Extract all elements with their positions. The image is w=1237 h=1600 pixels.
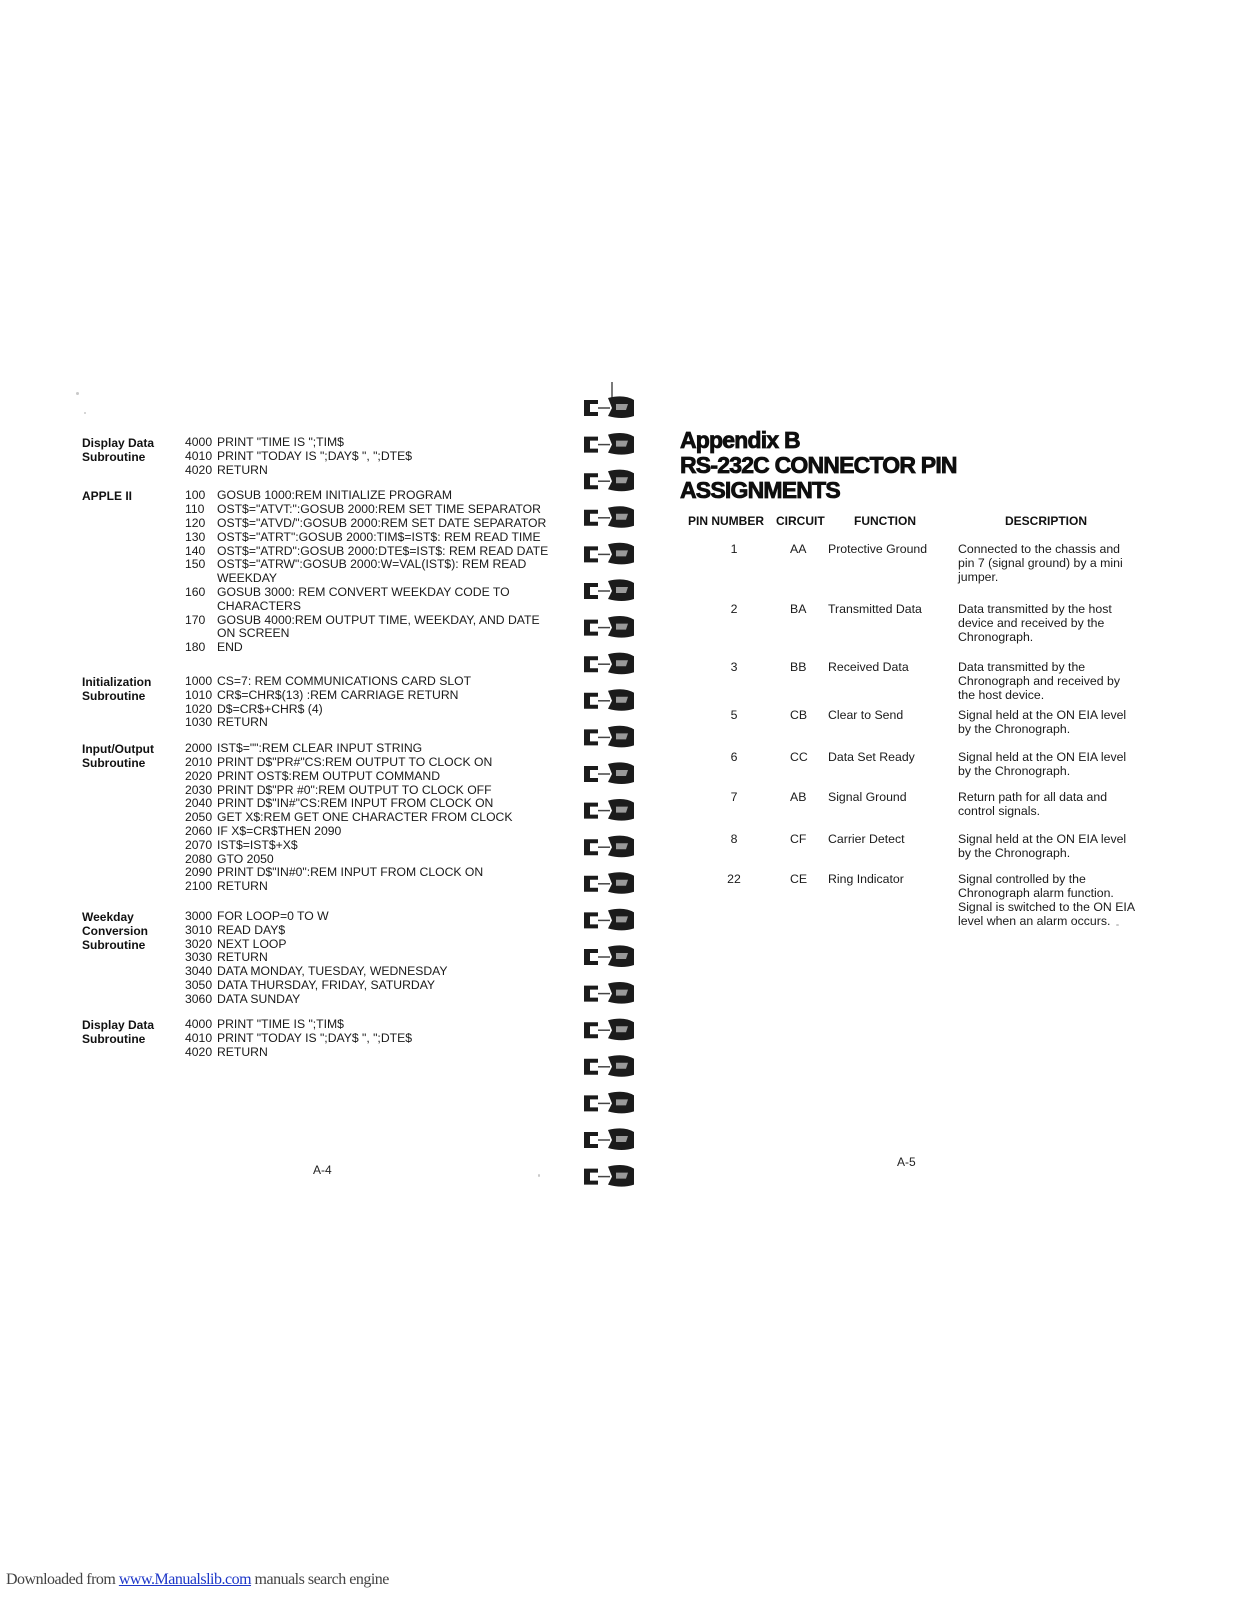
line-number: 4010: [185, 448, 213, 463]
pin-number-cell: 5: [730, 708, 738, 722]
line-number: 4020: [185, 1045, 213, 1060]
code-line: [185, 531, 558, 545]
line-number: 4000: [185, 1017, 213, 1032]
code-line: [185, 558, 558, 572]
code-section: [78, 675, 558, 730]
pin-number-cell: 7: [730, 790, 738, 804]
line-number: 1000: [185, 673, 213, 688]
code-line: [185, 450, 558, 464]
footer-prefix: Downloaded from: [6, 1571, 119, 1588]
line-number: 160: [185, 584, 206, 599]
circuit-cell: AA: [790, 542, 807, 556]
section-label-line: Input/Output: [82, 742, 154, 757]
line-code: PRINT D$"PR #0":REM OUTPUT TO CLOCK OFF: [217, 782, 492, 797]
description-cell: Signal held at the ON EIA level by the Chronograph.: [958, 750, 1127, 778]
binding-ring: [584, 616, 634, 638]
code-line: [185, 993, 558, 1007]
line-number: 3000: [185, 908, 213, 923]
binding-ring: [584, 470, 634, 492]
line-code: RETURN: [217, 715, 268, 730]
line-code: ON SCREEN: [217, 626, 290, 641]
function-cell: Signal Ground: [828, 790, 907, 804]
line-number: 2030: [185, 782, 213, 797]
line-number: 2000: [185, 741, 213, 756]
binding-ring: [584, 799, 634, 821]
section-label-line: Subroutine: [82, 450, 146, 464]
code-line: [185, 880, 558, 894]
pin-number-cell: 2: [730, 602, 738, 616]
line-code: PRINT "TODAY IS ";DAY$ ", ";DTE$: [217, 448, 412, 463]
line-code: OST$="ATRD":GOSUB 2000:DTE$=IST$: REM READ DATE: [217, 543, 549, 558]
code-section: [78, 742, 558, 894]
code-line: [185, 965, 558, 979]
code-line: [185, 436, 558, 450]
code-line: [185, 951, 558, 965]
line-code: OST$="ATRT":GOSUB 2000:TIM$=IST$: REM READ TIME: [217, 529, 541, 544]
line-number: 2060: [185, 823, 213, 838]
line-number: 2040: [185, 796, 213, 811]
line-number: 180: [185, 640, 206, 655]
code-line: [185, 866, 558, 880]
description-cell: Signal held at the ON EIA level by the Chronograph.: [958, 832, 1127, 860]
title-line-assignments: ASSIGNMENTS: [680, 477, 840, 503]
binding-ring: [584, 433, 634, 455]
binding-ring: [584, 579, 634, 601]
circuit-cell: CF: [790, 832, 807, 846]
section-label: [82, 1018, 182, 1046]
header-function: FUNCTION: [854, 514, 916, 528]
right-page: [680, 427, 1150, 928]
code-line: [185, 1046, 558, 1060]
line-code: DATA MONDAY, TUESDAY, WEDNESDAY: [217, 964, 448, 979]
section-label-line: Display Data: [82, 1018, 155, 1033]
binding-ring: [584, 689, 634, 711]
line-code: CS=7: REM COMMUNICATIONS CARD SLOT: [217, 673, 472, 688]
line-number: 170: [185, 612, 206, 627]
line-number: 130: [185, 529, 206, 544]
line-code: GTO 2050: [217, 851, 274, 866]
line-number: 3010: [185, 922, 213, 937]
code-line: [185, 1018, 558, 1032]
section-label: [82, 910, 182, 952]
line-number: 3030: [185, 950, 213, 965]
code-lines: [185, 1018, 558, 1059]
line-code: PRINT D$"PR#"CS:REM OUTPUT TO CLOCK ON: [217, 754, 493, 769]
function-cell: Received Data: [828, 660, 909, 674]
title-line-appendix: Appendix B: [680, 427, 800, 453]
code-line: [185, 503, 558, 517]
code-line: [185, 742, 558, 756]
pin-number-cell: 3: [730, 660, 738, 674]
binding-ring: [584, 506, 634, 528]
function-cell: Carrier Detect: [828, 832, 905, 846]
binding-ring: [584, 1165, 634, 1187]
code-line: [185, 545, 558, 559]
code-line: [185, 600, 558, 614]
binding-ring: [584, 836, 634, 858]
footer-suffix: manuals search engine: [251, 1571, 389, 1588]
header-pin-number: PIN NUMBER: [688, 514, 765, 528]
pin-number-cell: 8: [730, 832, 738, 846]
line-code: PRINT D$"IN#"CS:REM INPUT FROM CLOCK ON: [217, 796, 494, 811]
spiral-binding: [578, 382, 644, 1192]
code-line: [185, 614, 558, 628]
section-label-line: Subroutine: [82, 756, 146, 771]
code-line: [185, 703, 558, 717]
function-cell: Data Set Ready: [828, 750, 915, 764]
line-number: 3050: [185, 977, 213, 992]
section-label: [82, 436, 182, 464]
code-line: [185, 770, 558, 784]
section-label-line: Initialization: [82, 674, 152, 689]
code-line: [185, 675, 558, 689]
line-code: RETURN: [217, 462, 268, 477]
download-footer: [6, 1571, 389, 1589]
code-section: [78, 910, 558, 1007]
line-code: GOSUB 1000:REM INITIALIZE PROGRAM: [217, 488, 453, 503]
line-number: 2090: [185, 865, 213, 880]
section-label: [82, 489, 182, 503]
line-code: RETURN: [217, 950, 268, 965]
code-line: [185, 797, 558, 811]
code-listing: [78, 436, 558, 1060]
manualslib-link[interactable]: www.Manualslib.com: [118, 1571, 252, 1588]
code-line: [185, 784, 558, 798]
code-line: [185, 756, 558, 770]
pin-number-cell: 22: [727, 872, 741, 886]
line-code: IF X$=CR$THEN 2090: [217, 823, 342, 838]
code-line: [185, 924, 558, 938]
description-cell: Return path for all data and control signals.: [958, 790, 1108, 818]
circuit-cell: CC: [790, 750, 808, 764]
description-cell: Connected to the chassis and pin 7 (signal ground) by a mini jumper.: [958, 542, 1123, 584]
section-label-line: Conversion: [82, 923, 149, 938]
line-number: 4020: [185, 462, 213, 477]
scan-speck: [76, 392, 79, 395]
line-code: END: [217, 640, 243, 655]
line-code: GOSUB 3000: REM CONVERT WEEKDAY CODE TO: [217, 584, 510, 599]
description-cell: Signal controlled by the Chronograph alarm function. Signal is switched to the ON EIA level when an alarm occurs.: [958, 872, 1135, 928]
binding-ring: [584, 1092, 634, 1114]
code-line: [185, 910, 558, 924]
line-code: FOR LOOP=0 TO W: [217, 908, 329, 923]
code-line: [185, 825, 558, 839]
circuit-cell: CE: [790, 872, 808, 886]
line-code: IST$="":REM CLEAR INPUT STRING: [217, 741, 423, 756]
section-label-line: Subroutine: [82, 937, 146, 952]
line-number: 140: [185, 543, 206, 558]
scan-speck: [84, 412, 86, 414]
circuit-cell: CB: [790, 708, 808, 722]
code-lines: [185, 910, 558, 1007]
code-line: [185, 572, 558, 586]
line-code: PRINT "TIME IS ";TIM$: [217, 435, 344, 449]
circuit-cell: BB: [790, 660, 807, 674]
scan-speck: [1116, 924, 1119, 926]
line-code: NEXT LOOP: [217, 936, 287, 951]
function-cell: Protective Ground: [828, 542, 928, 556]
binding-ring: [584, 982, 634, 1004]
line-number: 120: [185, 515, 206, 530]
code-line: [185, 489, 558, 503]
binding-ring: [584, 909, 634, 931]
line-number: 2010: [185, 754, 213, 769]
line-number: 2100: [185, 879, 213, 894]
code-line: [185, 716, 558, 730]
line-code: OST$="ATVT:":GOSUB 2000:REM SET TIME SEPARATOR: [217, 502, 541, 517]
section-label: [82, 742, 182, 770]
binding-ring: [584, 1019, 634, 1041]
binding-ring: [584, 762, 634, 784]
line-code: PRINT "TIME IS ";TIM$: [217, 1017, 344, 1032]
line-number: 4000: [185, 435, 213, 449]
line-code: DATA THURSDAY, FRIDAY, SATURDAY: [217, 977, 436, 992]
line-number: 100: [185, 488, 206, 503]
line-number: 110: [185, 502, 205, 517]
line-number: 150: [185, 557, 206, 572]
scan-speck: [538, 1174, 540, 1177]
line-code: CHARACTERS: [217, 598, 301, 613]
binding-ring: [584, 653, 634, 675]
line-number: 2050: [185, 810, 213, 825]
line-code: GET X$:REM GET ONE CHARACTER FROM CLOCK: [217, 810, 513, 825]
section-label-line: Weekday: [82, 909, 134, 924]
section-label-line: Subroutine: [82, 688, 146, 703]
line-code: OST$="ATVD/":GOSUB 2000:REM SET DATE SEPARATOR: [217, 515, 547, 530]
section-label: [82, 675, 182, 703]
binding-ring: [584, 872, 634, 894]
line-code: PRINT "TODAY IS ";DAY$ ", ";DTE$: [217, 1031, 412, 1046]
header-circuit: CIRCUIT: [776, 514, 825, 528]
circuit-cell: BA: [790, 602, 807, 616]
code-lines: [185, 675, 558, 730]
code-line: [185, 853, 558, 867]
function-cell: Transmitted Data: [828, 602, 922, 616]
line-code: D$=CR$+CHR$ (4): [217, 701, 323, 716]
code-lines: [185, 436, 558, 477]
page-number-left: A-4: [313, 1163, 332, 1177]
description-cell: Data transmitted by the Chronograph and received by the host device.: [958, 660, 1121, 702]
code-lines: [185, 489, 558, 655]
header-description: DESCRIPTION: [1005, 514, 1088, 528]
section-label-line: APPLE II: [82, 489, 133, 504]
line-code: DATA SUNDAY: [217, 991, 301, 1006]
code-line: [185, 938, 558, 952]
line-number: 3020: [185, 936, 213, 951]
code-lines: [185, 742, 558, 894]
code-line: [185, 627, 558, 641]
description-cell: Signal held at the ON EIA level by the Chronograph.: [958, 708, 1127, 736]
line-code: READ DAY$: [217, 922, 286, 937]
line-code: OST$="ATRW":GOSUB 2000:W=VAL(IST$): REM READ: [217, 557, 527, 572]
code-line: [185, 517, 558, 531]
code-line: [185, 839, 558, 853]
pin-number-cell: 1: [730, 542, 738, 556]
line-number: 2020: [185, 768, 213, 783]
line-number: 1020: [185, 701, 213, 716]
binding-ring: [584, 945, 634, 967]
line-code: PRINT D$"IN#0":REM INPUT FROM CLOCK ON: [217, 865, 484, 880]
code-line: [185, 1032, 558, 1046]
code-section: [78, 1018, 558, 1059]
line-number: 2070: [185, 837, 213, 852]
line-number: 2080: [185, 851, 213, 866]
pin-number-cell: 6: [730, 750, 738, 764]
left-page: [78, 436, 558, 1068]
line-code: GOSUB 4000:REM OUTPUT TIME, WEEKDAY, AND DATE: [217, 612, 540, 627]
binding-ring: [584, 1055, 634, 1077]
description-cell: Data transmitted by the host device and received by the Chronograph.: [958, 602, 1112, 644]
code-section: [78, 489, 558, 655]
line-code: IST$=IST$+X$: [217, 837, 298, 852]
line-number: 1030: [185, 715, 213, 730]
section-label-line: Display Data: [82, 436, 155, 450]
binding-ring: [584, 1128, 634, 1150]
binding-ring: [584, 396, 634, 418]
title-line-connector: RS-232C CONNECTOR PIN: [680, 452, 957, 478]
circuit-cell: AB: [790, 790, 807, 804]
page-number-right: A-5: [897, 1155, 916, 1169]
line-number: 3060: [185, 991, 213, 1006]
line-code: CR$=CHR$(13) :REM CARRIAGE RETURN: [217, 687, 459, 702]
code-line: [185, 641, 558, 655]
line-code: PRINT OST$:REM OUTPUT COMMAND: [217, 768, 440, 783]
section-label-line: Subroutine: [82, 1032, 146, 1047]
function-cell: Ring Indicator: [828, 872, 904, 886]
line-code: RETURN: [217, 879, 268, 894]
function-cell: Clear to Send: [828, 708, 904, 722]
appendix-title: [680, 428, 1150, 503]
spiral-binding-graphic: [578, 382, 644, 1192]
code-line: [185, 464, 558, 478]
binding-ring: [584, 726, 634, 748]
line-code: RETURN: [217, 1045, 268, 1060]
code-section: [78, 436, 558, 477]
code-line: [185, 586, 558, 600]
binding-ring: [584, 543, 634, 565]
line-code: WEEKDAY: [217, 571, 278, 586]
line-number: 4010: [185, 1031, 213, 1046]
line-number: 1010: [185, 687, 213, 702]
line-number: 3040: [185, 964, 213, 979]
code-line: [185, 979, 558, 993]
code-line: [185, 689, 558, 703]
code-line: [185, 811, 558, 825]
